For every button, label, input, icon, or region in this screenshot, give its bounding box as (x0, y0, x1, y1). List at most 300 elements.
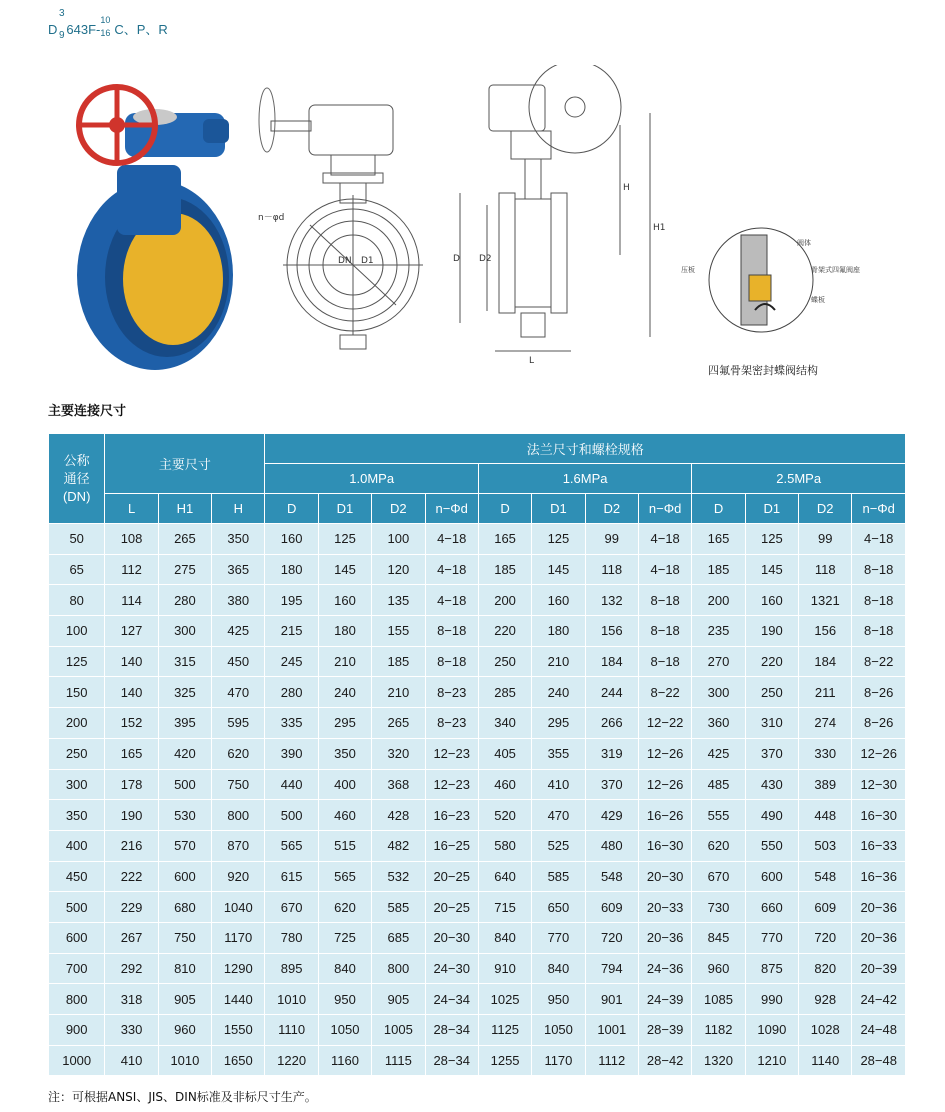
table-cell: 132 (585, 585, 638, 616)
table-cell: 530 (158, 800, 211, 831)
table-cell: 460 (318, 800, 371, 831)
table-cell: 155 (372, 616, 425, 647)
table-cell: 770 (532, 922, 585, 953)
col-header-p3-3: n−Φd (852, 494, 906, 524)
table-cell: 190 (745, 616, 798, 647)
model-code-body: 643F- (66, 22, 101, 37)
struct-label-body: 阀体 (797, 239, 811, 247)
table-cell: 380 (212, 585, 265, 616)
table-cell: 1320 (692, 1045, 745, 1076)
valve-photo (77, 87, 233, 370)
table-cell: 750 (212, 769, 265, 800)
table-cell: 680 (158, 892, 211, 923)
table-cell: 4−18 (638, 554, 691, 585)
table-cell: 950 (318, 984, 371, 1015)
table-cell: 840 (318, 953, 371, 984)
label-d: D (453, 254, 460, 264)
table-cell: 24−42 (852, 984, 906, 1015)
table-cell: 800 (212, 800, 265, 831)
table-cell: 585 (532, 861, 585, 892)
cell-dn: 700 (49, 953, 105, 984)
table-cell: 350 (318, 738, 371, 769)
table-row (49, 616, 906, 647)
table-cell: 295 (532, 708, 585, 739)
table-cell: 600 (745, 861, 798, 892)
col-header-p2-3: n−Φd (638, 494, 691, 524)
table-cell: 185 (372, 646, 425, 677)
table-cell: 12−26 (638, 769, 691, 800)
table-cell: 12−22 (638, 708, 691, 739)
table-cell: 1170 (532, 1045, 585, 1076)
dimensions-table (48, 433, 906, 1076)
table-cell: 165 (478, 524, 531, 555)
struct-label-plate: 压板 (681, 266, 695, 274)
cell-dn: 100 (49, 616, 105, 647)
cell-dn: 1000 (49, 1045, 105, 1076)
table-cell: 152 (105, 708, 158, 739)
section-title: 主要连接尺寸 (48, 404, 127, 419)
table-cell: 960 (158, 1015, 211, 1046)
table-cell: 901 (585, 984, 638, 1015)
table-cell: 300 (692, 677, 745, 708)
col-header-p2-1: D1 (532, 494, 585, 524)
table-cell: 265 (372, 708, 425, 739)
table-cell: 318 (105, 984, 158, 1015)
table-cell: 905 (372, 984, 425, 1015)
table-cell: 548 (585, 861, 638, 892)
table-cell: 389 (799, 769, 852, 800)
table-row (49, 769, 906, 800)
table-cell: 8−23 (425, 677, 478, 708)
table-cell: 905 (158, 984, 211, 1015)
table-cell: 180 (532, 616, 585, 647)
table-cell: 12−26 (852, 738, 906, 769)
table-cell: 20−33 (638, 892, 691, 923)
table-cell: 200 (478, 585, 531, 616)
table-row (49, 708, 906, 739)
footnote: 注：可根据ANSI、JIS、DIN标准及非标尺寸生产。 (48, 1090, 317, 1104)
table-cell: 425 (692, 738, 745, 769)
table-cell: 670 (692, 861, 745, 892)
table-cell: 20−36 (638, 922, 691, 953)
table-cell: 4−18 (425, 585, 478, 616)
table-cell: 24−39 (638, 984, 691, 1015)
table-cell: 4−18 (852, 524, 906, 555)
table-cell: 8−18 (852, 585, 906, 616)
table-cell: 8−22 (852, 646, 906, 677)
table-cell: 1115 (372, 1045, 425, 1076)
struct-label-disc: 蝶板 (811, 296, 825, 304)
table-cell: 1040 (212, 892, 265, 923)
table-cell: 165 (105, 738, 158, 769)
table-cell: 960 (692, 953, 745, 984)
cell-dn: 200 (49, 708, 105, 739)
table-cell: 250 (478, 646, 531, 677)
table-cell: 24−48 (852, 1015, 906, 1046)
label-nphid: n－φd (258, 213, 285, 223)
table-cell: 1005 (372, 1015, 425, 1046)
table-cell: 12−23 (425, 738, 478, 769)
table-cell: 515 (318, 830, 371, 861)
table-cell: 370 (745, 738, 798, 769)
table-cell: 1112 (585, 1045, 638, 1076)
table-cell: 112 (105, 554, 158, 585)
table-cell: 1025 (478, 984, 531, 1015)
table-cell: 770 (745, 922, 798, 953)
table-cell: 184 (585, 646, 638, 677)
table-cell: 20−39 (852, 953, 906, 984)
table-cell: 1085 (692, 984, 745, 1015)
table-cell: 580 (478, 830, 531, 861)
cell-dn: 900 (49, 1015, 105, 1046)
table-cell: 325 (158, 677, 211, 708)
table-cell: 350 (212, 524, 265, 555)
table-cell: 8−18 (638, 646, 691, 677)
table-cell: 410 (532, 769, 585, 800)
table-cell: 165 (692, 524, 745, 555)
table-cell: 24−36 (638, 953, 691, 984)
table-cell: 270 (692, 646, 745, 677)
table-cell: 794 (585, 953, 638, 984)
gearbox-shaft (203, 119, 229, 143)
table-cell: 368 (372, 769, 425, 800)
table-cell: 160 (265, 524, 318, 555)
table-cell: 16−33 (852, 830, 906, 861)
table-cell: 620 (318, 892, 371, 923)
model-code-prefix: D (48, 22, 58, 37)
model-code-fraction (100, 15, 114, 38)
col-header-p1-3: n−Φd (425, 494, 478, 524)
side-view-drawing (460, 65, 650, 351)
col-header-p3-2: D2 (799, 494, 852, 524)
table-cell: 532 (372, 861, 425, 892)
table-cell: 920 (212, 861, 265, 892)
table-cell: 125 (318, 524, 371, 555)
table-cell: 390 (265, 738, 318, 769)
table-cell: 600 (158, 861, 211, 892)
table-cell: 620 (212, 738, 265, 769)
table-cell: 8−26 (852, 677, 906, 708)
table-cell: 8−18 (852, 616, 906, 647)
col-header-p2-2: D2 (585, 494, 638, 524)
cell-dn: 150 (49, 677, 105, 708)
table-cell: 100 (372, 524, 425, 555)
table-cell: 20−36 (852, 922, 906, 953)
table-cell: 145 (318, 554, 371, 585)
table-cell: 840 (532, 953, 585, 984)
table-cell: 235 (692, 616, 745, 647)
table-cell: 156 (585, 616, 638, 647)
label-d1: D1 (361, 256, 374, 266)
table-cell: 548 (799, 861, 852, 892)
label-h: H (623, 183, 630, 193)
table-cell: 140 (105, 677, 158, 708)
table-cell: 99 (799, 524, 852, 555)
table-cell: 20−25 (425, 892, 478, 923)
table-cell: 220 (478, 616, 531, 647)
label-d2: D2 (479, 254, 492, 264)
table-cell: 240 (318, 677, 371, 708)
cell-dn: 65 (49, 554, 105, 585)
model-code-sub: 9 (59, 30, 65, 41)
cell-dn: 350 (49, 800, 105, 831)
table-cell: 520 (478, 800, 531, 831)
table-cell: 330 (799, 738, 852, 769)
table-cell: 660 (745, 892, 798, 923)
table-cell: 222 (105, 861, 158, 892)
cell-dn: 800 (49, 984, 105, 1015)
cell-dn: 500 (49, 892, 105, 923)
table-cell: 1140 (799, 1045, 852, 1076)
table-cell: 490 (745, 800, 798, 831)
table-cell: 8−23 (425, 708, 478, 739)
table-cell: 8−18 (852, 554, 906, 585)
table-cell: 210 (532, 646, 585, 677)
table-row (49, 800, 906, 831)
table-cell: 585 (372, 892, 425, 923)
table-cell: 118 (585, 554, 638, 585)
table-cell: 160 (532, 585, 585, 616)
table-cell: 1290 (212, 953, 265, 984)
model-code-frac-num: 10 (100, 15, 111, 25)
table-cell: 725 (318, 922, 371, 953)
table-cell: 135 (372, 585, 425, 616)
table-row (49, 1045, 906, 1076)
table-cell: 20−36 (852, 892, 906, 923)
table-cell: 1255 (478, 1045, 531, 1076)
table-cell: 800 (372, 953, 425, 984)
header-main-dims: 主要尺寸 (105, 434, 265, 494)
table-cell: 267 (105, 922, 158, 953)
table-cell: 211 (799, 677, 852, 708)
table-row (49, 830, 906, 861)
col-header-p1-2: D2 (372, 494, 425, 524)
table-cell: 720 (799, 922, 852, 953)
table-cell: 190 (105, 800, 158, 831)
table-cell: 4−18 (425, 524, 478, 555)
table-cell: 565 (318, 861, 371, 892)
table-cell: 240 (532, 677, 585, 708)
table-cell: 99 (585, 524, 638, 555)
table-row (49, 1015, 906, 1046)
table-row (49, 554, 906, 585)
header-pressure-2: 1.6MPa (478, 464, 691, 494)
table-cell: 160 (318, 585, 371, 616)
table-cell: 319 (585, 738, 638, 769)
table-cell: 266 (585, 708, 638, 739)
table-cell: 330 (105, 1015, 158, 1046)
struct-label-ring: 骨架式四氟阀座 (811, 266, 860, 274)
table-cell: 1010 (158, 1045, 211, 1076)
table-cell: 365 (212, 554, 265, 585)
label-dn: DN (338, 256, 352, 266)
table-cell: 16−36 (852, 861, 906, 892)
table-cell: 20−30 (425, 922, 478, 953)
table-cell: 12−30 (852, 769, 906, 800)
table-cell: 1050 (318, 1015, 371, 1046)
table-cell: 310 (745, 708, 798, 739)
table-cell: 118 (799, 554, 852, 585)
cell-dn: 450 (49, 861, 105, 892)
table-cell: 28−42 (638, 1045, 691, 1076)
table-cell: 28−34 (425, 1015, 478, 1046)
table-cell: 870 (212, 830, 265, 861)
table-cell: 405 (478, 738, 531, 769)
table-cell: 274 (799, 708, 852, 739)
table-cell: 640 (478, 861, 531, 892)
table-cell: 8−18 (638, 585, 691, 616)
table-cell: 184 (799, 646, 852, 677)
table-cell: 292 (105, 953, 158, 984)
table-cell: 895 (265, 953, 318, 984)
table-body (49, 524, 906, 1076)
table-cell: 335 (265, 708, 318, 739)
table-cell: 845 (692, 922, 745, 953)
table-cell: 470 (532, 800, 585, 831)
table-cell: 670 (265, 892, 318, 923)
table-row (49, 738, 906, 769)
table-cell: 410 (105, 1045, 158, 1076)
table-cell: 928 (799, 984, 852, 1015)
table-cell: 780 (265, 922, 318, 953)
header-flange: 法兰尺寸和螺栓规格 (265, 434, 906, 464)
table-cell: 910 (478, 953, 531, 984)
table-cell: 1160 (318, 1045, 371, 1076)
table-cell: 460 (478, 769, 531, 800)
model-code-suffix: C、P、R (114, 22, 168, 37)
col-header-p2-0: D (478, 494, 531, 524)
table-cell: 20−30 (638, 861, 691, 892)
model-code-frac-den: 16 (100, 28, 111, 38)
table-cell: 820 (799, 953, 852, 984)
table-cell: 1321 (799, 585, 852, 616)
table-cell: 503 (799, 830, 852, 861)
table-row (49, 984, 906, 1015)
table-cell: 210 (372, 677, 425, 708)
structure-caption: 四氟骨架密封蝶阀结构 (708, 364, 818, 377)
header-pressure-1: 1.0MPa (265, 464, 478, 494)
table-cell: 16−26 (638, 800, 691, 831)
table-cell: 1125 (478, 1015, 531, 1046)
table-cell: 215 (265, 616, 318, 647)
table-cell: 482 (372, 830, 425, 861)
table-cell: 1170 (212, 922, 265, 953)
table-cell: 448 (799, 800, 852, 831)
cell-dn: 600 (49, 922, 105, 953)
model-code-sup: 3 (59, 8, 65, 19)
table-cell: 145 (745, 554, 798, 585)
table-cell: 1110 (265, 1015, 318, 1046)
table-cell: 28−39 (638, 1015, 691, 1046)
valve-figures (55, 65, 915, 385)
table-cell: 8−18 (425, 616, 478, 647)
column-header-row (49, 494, 906, 524)
table-cell: 1210 (745, 1045, 798, 1076)
cell-dn: 250 (49, 738, 105, 769)
table-cell: 1650 (212, 1045, 265, 1076)
table-cell: 280 (158, 585, 211, 616)
table-cell: 950 (532, 984, 585, 1015)
cell-dn: 50 (49, 524, 105, 555)
table-cell: 180 (318, 616, 371, 647)
table-cell: 1220 (265, 1045, 318, 1076)
table-cell: 620 (692, 830, 745, 861)
table-cell: 16−25 (425, 830, 478, 861)
table-cell: 145 (532, 554, 585, 585)
table-cell: 609 (585, 892, 638, 923)
col-header-main-1: H1 (158, 494, 211, 524)
table-cell: 395 (158, 708, 211, 739)
table-cell: 16−23 (425, 800, 478, 831)
table-cell: 280 (265, 677, 318, 708)
table-row (49, 953, 906, 984)
table-cell: 840 (478, 922, 531, 953)
table-cell: 720 (585, 922, 638, 953)
cell-dn: 400 (49, 830, 105, 861)
table-cell: 650 (532, 892, 585, 923)
table-cell: 8−18 (425, 646, 478, 677)
label-l: L (529, 356, 535, 366)
table-cell: 200 (692, 585, 745, 616)
table-cell: 750 (158, 922, 211, 953)
model-code-main (48, 15, 168, 38)
table-cell: 216 (105, 830, 158, 861)
table-cell: 28−34 (425, 1045, 478, 1076)
table-cell: 485 (692, 769, 745, 800)
table-cell: 275 (158, 554, 211, 585)
table-cell: 1550 (212, 1015, 265, 1046)
table-cell: 245 (265, 646, 318, 677)
table-cell: 185 (478, 554, 531, 585)
valve-neck (117, 165, 181, 235)
table-cell: 178 (105, 769, 158, 800)
table-cell: 550 (745, 830, 798, 861)
table-cell: 470 (212, 677, 265, 708)
table-cell: 220 (745, 646, 798, 677)
header-dn: 公称 通径 (DN) (49, 434, 105, 524)
table-cell: 355 (532, 738, 585, 769)
table-cell: 28−48 (852, 1045, 906, 1076)
table-cell: 555 (692, 800, 745, 831)
table-row (49, 922, 906, 953)
col-header-p1-1: D1 (318, 494, 371, 524)
table-cell: 315 (158, 646, 211, 677)
table-cell: 810 (158, 953, 211, 984)
table-cell: 450 (212, 646, 265, 677)
table-cell: 12−23 (425, 769, 478, 800)
table-cell: 1010 (265, 984, 318, 1015)
table-cell: 180 (265, 554, 318, 585)
table-cell: 340 (478, 708, 531, 739)
table-cell: 715 (478, 892, 531, 923)
table-cell: 16−30 (852, 800, 906, 831)
table-cell: 360 (692, 708, 745, 739)
table-cell: 244 (585, 677, 638, 708)
table-cell: 300 (158, 616, 211, 647)
table-row (49, 646, 906, 677)
table-cell: 400 (318, 769, 371, 800)
table-cell: 108 (105, 524, 158, 555)
table-cell: 125 (745, 524, 798, 555)
table-cell: 4−18 (638, 524, 691, 555)
table-cell: 295 (318, 708, 371, 739)
table-cell: 24−34 (425, 984, 478, 1015)
table-cell: 1090 (745, 1015, 798, 1046)
table-cell: 320 (372, 738, 425, 769)
table-cell: 1440 (212, 984, 265, 1015)
col-header-p1-0: D (265, 494, 318, 524)
table-cell: 120 (372, 554, 425, 585)
